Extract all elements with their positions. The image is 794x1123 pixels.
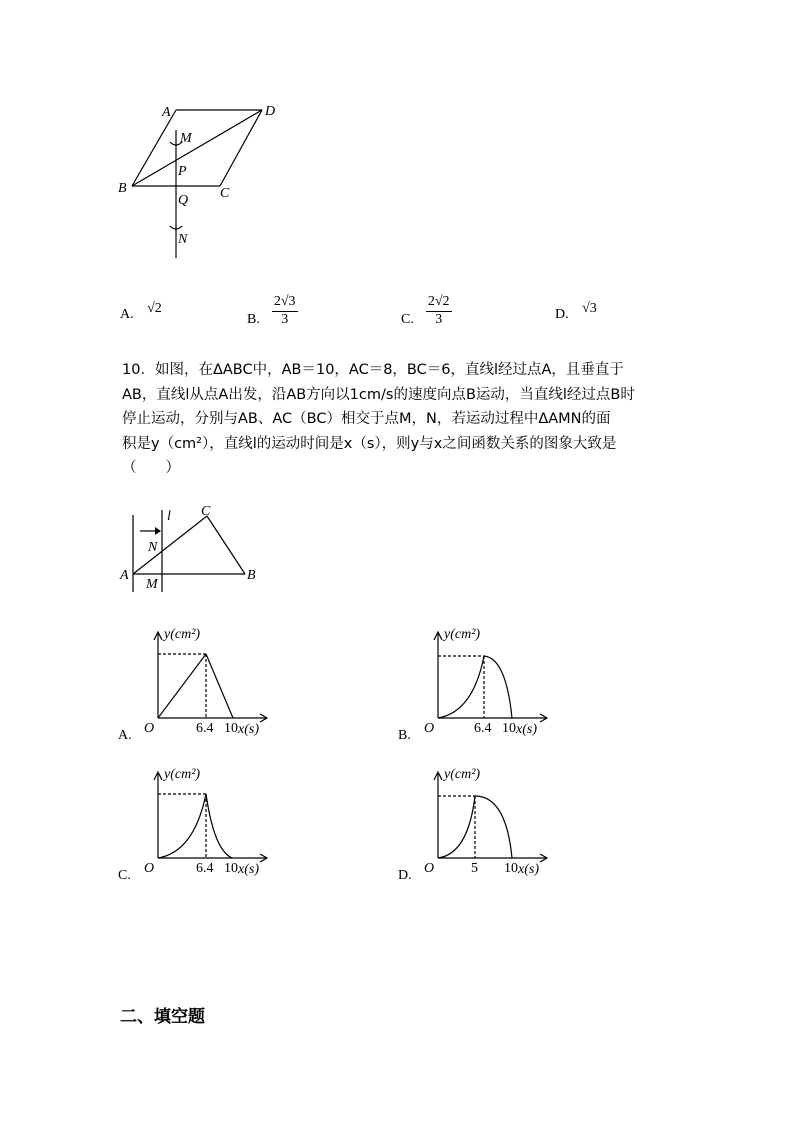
label-P: P <box>178 164 187 179</box>
q10-line-1: 10．如图，在ΔABC中，AB＝10，AC＝8，BC＝6，直线l经过点A，且垂直于 <box>122 362 624 378</box>
graph-c-xlabel: x(s) <box>238 862 259 877</box>
graph-a-ylabel: y(cm²) <box>164 627 201 642</box>
label-Q: Q <box>178 193 189 208</box>
graph-option-c[interactable] <box>118 762 288 890</box>
q9-option-a[interactable] <box>120 301 162 323</box>
graph-b-tick1: 6.4 <box>474 721 492 736</box>
graph-c-tick2: 10 <box>224 861 238 876</box>
q10-line-4: 积是y（cm²），直线l的运动时间是x（s），则y与x之间函数关系的图象大致是 <box>122 435 617 452</box>
graph-b-plot <box>418 622 568 750</box>
label-D: D <box>265 104 276 119</box>
graph-option-d[interactable] <box>398 762 568 890</box>
graph-d-plot <box>418 762 568 890</box>
q10-line-5: （ ） <box>122 460 180 476</box>
graph-a-label: A. <box>118 728 132 743</box>
graph-b-rise <box>438 656 484 718</box>
graph-d-origin: O <box>424 861 435 876</box>
graph-c-fall <box>206 794 232 858</box>
graph-b-label: B. <box>398 728 411 743</box>
graph-b-ylabel: y(cm²) <box>444 627 481 642</box>
graph-d-label: D. <box>398 868 412 883</box>
graph-c-plot <box>138 762 288 890</box>
graph-a-plot <box>138 622 288 750</box>
graph-d-rise <box>438 796 475 858</box>
q10-figure <box>115 500 275 600</box>
graph-a-origin: O <box>144 721 155 736</box>
graph-c-tick1: 6.4 <box>196 861 214 876</box>
option-b-label: B. <box>247 312 260 327</box>
question-10-text <box>122 358 682 481</box>
section-title-fill-in-blank: 二、填空题 <box>120 1007 205 1027</box>
option-c-numerator: 2√2 <box>426 294 452 312</box>
q10-line-2: AB，直线l从点A出发，沿AB方向以1cm/s的速度向点B运动，当直线l经过点B时 <box>122 386 635 403</box>
graph-d-xlabel: x(s) <box>518 862 539 877</box>
label-B: B <box>247 568 256 583</box>
graph-a-fall <box>206 654 233 718</box>
graph-c-label: C. <box>118 868 131 883</box>
graph-b-origin: O <box>424 721 435 736</box>
option-b-denominator: 3 <box>281 312 289 327</box>
label-C: C <box>220 186 230 201</box>
label-A: A <box>162 105 171 120</box>
label-N: N <box>178 232 188 247</box>
graph-b-xlabel: x(s) <box>516 722 537 737</box>
graph-c-origin: O <box>144 861 155 876</box>
graph-option-b[interactable] <box>398 622 568 750</box>
option-c-fraction <box>426 294 452 328</box>
option-a-label: A. <box>120 307 134 322</box>
graph-b-tick2: 10 <box>502 721 516 736</box>
option-b-numerator: 2√3 <box>272 294 298 312</box>
q9-figure <box>110 98 290 268</box>
graph-option-a[interactable] <box>118 622 288 750</box>
label-M: M <box>180 131 192 146</box>
label-C: C <box>201 504 211 519</box>
graph-c-ylabel: y(cm²) <box>164 767 201 782</box>
q9-option-d[interactable] <box>555 301 597 323</box>
option-a-value: √2 <box>147 301 162 316</box>
q9-option-c[interactable] <box>401 294 452 328</box>
graph-d-fall <box>475 796 512 858</box>
graph-a-tick1: 6.4 <box>196 721 214 736</box>
graph-a-tick2: 10 <box>224 721 238 736</box>
label-N: N <box>148 540 158 555</box>
graph-b-fall <box>484 656 512 718</box>
option-d-label: D. <box>555 307 569 322</box>
option-d-value: √3 <box>582 301 597 316</box>
label-B: B <box>118 181 127 196</box>
label-A: A <box>120 568 129 583</box>
option-c-denominator: 3 <box>435 312 443 327</box>
option-b-fraction <box>272 294 298 328</box>
q10-line-3: 停止运动，分别与AB、AC（BC）相交于点M，N，若运动过程中ΔAMN的面 <box>122 411 611 427</box>
graph-d-ylabel: y(cm²) <box>444 767 481 782</box>
q9-option-b[interactable] <box>247 294 298 328</box>
option-c-label: C. <box>401 312 414 327</box>
graph-a-rise <box>158 654 206 718</box>
graph-a-xlabel: x(s) <box>238 722 259 737</box>
graph-d-tick1: 5 <box>471 861 478 876</box>
graph-c-rise <box>158 794 206 858</box>
label-M: M <box>146 577 158 592</box>
label-l: l <box>167 509 171 524</box>
graph-d-tick2: 10 <box>504 861 518 876</box>
